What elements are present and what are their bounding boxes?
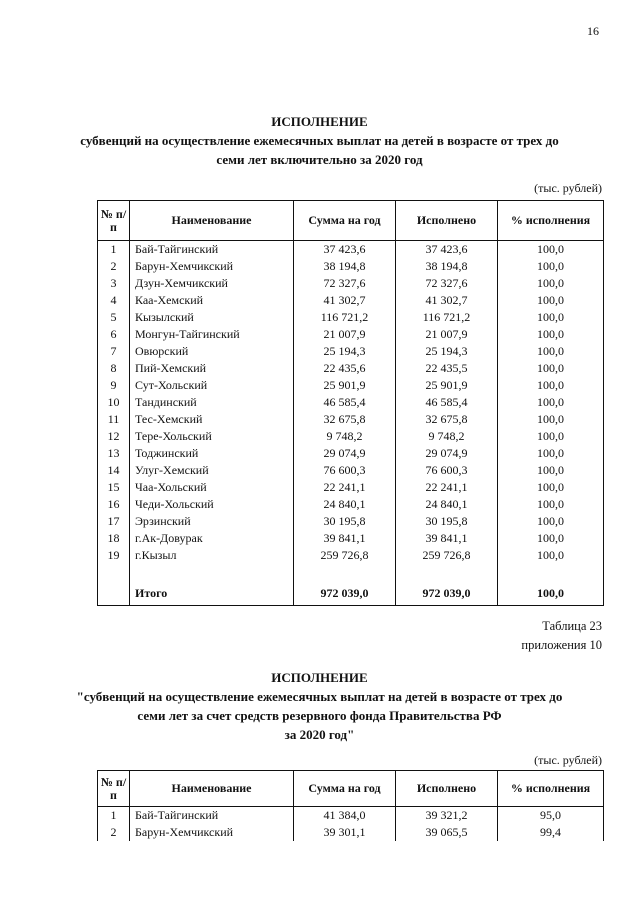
row-pct: 100,0: [498, 479, 604, 496]
row-pct: 100,0: [498, 496, 604, 513]
row-sum: 32 675,8: [294, 411, 396, 428]
row-number: 2: [98, 258, 130, 275]
row-name: г.Кызыл: [130, 547, 294, 564]
section1-table: [97, 200, 604, 606]
row-done: 76 600,3: [396, 462, 498, 479]
row-sum: 22 241,1: [294, 479, 396, 496]
row-pct: 100,0: [498, 343, 604, 360]
row-number: 16: [98, 496, 130, 513]
row-done: 46 585,4: [396, 394, 498, 411]
table-header-row: [98, 771, 604, 807]
table-row: [98, 241, 604, 259]
row-number: 12: [98, 428, 130, 445]
row-name: Улуг-Хемский: [130, 462, 294, 479]
row-number: 18: [98, 530, 130, 547]
row-pct: 100,0: [498, 309, 604, 326]
table-row: [98, 496, 604, 513]
row-done: 9 748,2: [396, 428, 498, 445]
table-reference-line2: приложения 10: [521, 638, 602, 652]
table-row: [98, 445, 604, 462]
total-label: Итого: [130, 581, 294, 606]
row-number: 11: [98, 411, 130, 428]
row-name: Дзун-Хемчикский: [130, 275, 294, 292]
row-number: 13: [98, 445, 130, 462]
col-header-done: Исполнено: [396, 201, 498, 241]
total-done: 972 039,0: [396, 581, 498, 606]
section2-heading: ИСПОЛНЕНИЕ: [271, 670, 368, 685]
table-row: [98, 411, 604, 428]
row-pct: 100,0: [498, 275, 604, 292]
table-row: [98, 326, 604, 343]
col-header-number: № п/п: [98, 771, 130, 807]
section1-subtitle-line1: субвенций на осуществление ежемесячных выплат на детей в возрасте от трех до: [80, 133, 559, 148]
row-sum: 9 748,2: [294, 428, 396, 445]
row-name: Эрзинский: [130, 513, 294, 530]
row-pct: 100,0: [498, 547, 604, 564]
row-pct: 100,0: [498, 360, 604, 377]
spacer-cell: [396, 564, 498, 581]
table-total-row: [98, 581, 604, 606]
row-number: 3: [98, 275, 130, 292]
table-row: [98, 360, 604, 377]
spacer-cell: [294, 564, 396, 581]
row-number: 4: [98, 292, 130, 309]
row-sum: 29 074,9: [294, 445, 396, 462]
section2-subtitle-line3: за 2020 год": [284, 727, 355, 742]
row-pct: 100,0: [498, 445, 604, 462]
row-done: 29 074,9: [396, 445, 498, 462]
row-number: 9: [98, 377, 130, 394]
row-sum: 24 840,1: [294, 496, 396, 513]
row-name: Чаа-Хольский: [130, 479, 294, 496]
table-row: [98, 513, 604, 530]
row-pct: 100,0: [498, 530, 604, 547]
col-header-pct: % исполнения: [498, 771, 604, 807]
section1-table-body: [98, 241, 604, 606]
row-done: 25 901,9: [396, 377, 498, 394]
row-pct: 100,0: [498, 411, 604, 428]
row-sum: 116 721,2: [294, 309, 396, 326]
col-header-name: Наименование: [130, 771, 294, 807]
spacer-cell: [498, 564, 604, 581]
col-header-name: Наименование: [130, 201, 294, 241]
table-row: [98, 377, 604, 394]
page-number: 16: [587, 24, 599, 38]
row-number: 7: [98, 343, 130, 360]
table-reference-line1: Таблица 23: [542, 619, 602, 633]
table-row: [98, 292, 604, 309]
table-row: [98, 258, 604, 275]
row-name: Барун-Хемчикский: [130, 824, 294, 841]
row-pct: 100,0: [498, 377, 604, 394]
section2-table-body: [98, 807, 604, 842]
row-number: 17: [98, 513, 130, 530]
row-done: 22 241,1: [396, 479, 498, 496]
row-name: Барун-Хемчикский: [130, 258, 294, 275]
row-number: 8: [98, 360, 130, 377]
row-done: 39 841,1: [396, 530, 498, 547]
section2-subtitle-line2: семи лет за счет средств резервного фонда Правительства РФ: [137, 708, 502, 723]
row-name: Тандинский: [130, 394, 294, 411]
row-sum: 22 435,6: [294, 360, 396, 377]
row-sum: 76 600,3: [294, 462, 396, 479]
row-number: 10: [98, 394, 130, 411]
section1-title: [0, 112, 639, 169]
row-name: г.Ак-Довурак: [130, 530, 294, 547]
spacer-cell: [98, 564, 130, 581]
total-number: [98, 581, 130, 606]
total-sum: 972 039,0: [294, 581, 396, 606]
row-name: Бай-Тайгинский: [130, 807, 294, 825]
row-pct: 100,0: [498, 513, 604, 530]
row-number: 14: [98, 462, 130, 479]
row-sum: 37 423,6: [294, 241, 396, 259]
col-header-number: № п/п: [98, 201, 130, 241]
row-done: 72 327,6: [396, 275, 498, 292]
row-done: 37 423,6: [396, 241, 498, 259]
row-done: 24 840,1: [396, 496, 498, 513]
row-pct: 99,4: [498, 824, 604, 841]
row-number: 19: [98, 547, 130, 564]
row-number: 2: [98, 824, 130, 841]
row-done: 39 065,5: [396, 824, 498, 841]
row-number: 15: [98, 479, 130, 496]
table-row: [98, 275, 604, 292]
row-name: Монгун-Тайгинский: [130, 326, 294, 343]
table-row: [98, 343, 604, 360]
row-sum: 25 901,9: [294, 377, 396, 394]
row-done: 41 302,7: [396, 292, 498, 309]
row-number: 1: [98, 807, 130, 825]
row-pct: 100,0: [498, 258, 604, 275]
total-pct: 100,0: [498, 581, 604, 606]
row-name: Кызылский: [130, 309, 294, 326]
row-done: 32 675,8: [396, 411, 498, 428]
row-name: Тес-Хемский: [130, 411, 294, 428]
section1-heading: ИСПОЛНЕНИЕ: [271, 114, 368, 129]
table-row: [98, 530, 604, 547]
row-sum: 41 384,0: [294, 807, 396, 825]
table-spacer-row: [98, 564, 604, 581]
col-header-sum: Сумма на год: [294, 771, 396, 807]
row-done: 22 435,5: [396, 360, 498, 377]
row-sum: 41 302,7: [294, 292, 396, 309]
row-done: 30 195,8: [396, 513, 498, 530]
row-name: Бай-Тайгинский: [130, 241, 294, 259]
table-row: [98, 462, 604, 479]
row-number: 1: [98, 241, 130, 259]
row-done: 259 726,8: [396, 547, 498, 564]
row-sum: 259 726,8: [294, 547, 396, 564]
row-sum: 38 194,8: [294, 258, 396, 275]
row-done: 38 194,8: [396, 258, 498, 275]
col-header-pct: % исполнения: [498, 201, 604, 241]
table-reference: [521, 617, 602, 655]
table-header-row: [98, 201, 604, 241]
row-pct: 100,0: [498, 292, 604, 309]
col-header-sum: Сумма на год: [294, 201, 396, 241]
section2-units: (тыс. рублей): [534, 753, 602, 767]
table-row: [98, 394, 604, 411]
row-pct: 100,0: [498, 326, 604, 343]
row-sum: 30 195,8: [294, 513, 396, 530]
row-sum: 46 585,4: [294, 394, 396, 411]
table-row: [98, 807, 604, 825]
row-name: Сут-Хольский: [130, 377, 294, 394]
row-name: Тоджинский: [130, 445, 294, 462]
row-name: Тере-Хольский: [130, 428, 294, 445]
spacer-cell: [130, 564, 294, 581]
table-row: [98, 428, 604, 445]
row-sum: 21 007,9: [294, 326, 396, 343]
row-done: 116 721,2: [396, 309, 498, 326]
row-pct: 100,0: [498, 428, 604, 445]
row-pct: 100,0: [498, 462, 604, 479]
row-done: 21 007,9: [396, 326, 498, 343]
section1-subtitle-line2: семи лет включительно за 2020 год: [216, 152, 423, 167]
row-number: 5: [98, 309, 130, 326]
table-row: [98, 309, 604, 326]
section2-title: [0, 668, 639, 744]
row-name: Пий-Хемский: [130, 360, 294, 377]
row-done: 39 321,2: [396, 807, 498, 825]
row-pct: 95,0: [498, 807, 604, 825]
col-header-done: Исполнено: [396, 771, 498, 807]
row-name: Каа-Хемский: [130, 292, 294, 309]
row-number: 6: [98, 326, 130, 343]
row-name: Овюрский: [130, 343, 294, 360]
table-row: [98, 824, 604, 841]
row-pct: 100,0: [498, 241, 604, 259]
section1-units: (тыс. рублей): [534, 181, 602, 195]
row-name: Чеди-Хольский: [130, 496, 294, 513]
section2-subtitle-line1: "субвенций на осуществление ежемесячных выплат на детей в возрасте от трех до: [76, 689, 563, 704]
row-sum: 25 194,3: [294, 343, 396, 360]
table-row: [98, 479, 604, 496]
row-pct: 100,0: [498, 394, 604, 411]
section2-table: [97, 770, 604, 841]
row-sum: 39 301,1: [294, 824, 396, 841]
table-row: [98, 547, 604, 564]
row-sum: 39 841,1: [294, 530, 396, 547]
row-done: 25 194,3: [396, 343, 498, 360]
row-sum: 72 327,6: [294, 275, 396, 292]
